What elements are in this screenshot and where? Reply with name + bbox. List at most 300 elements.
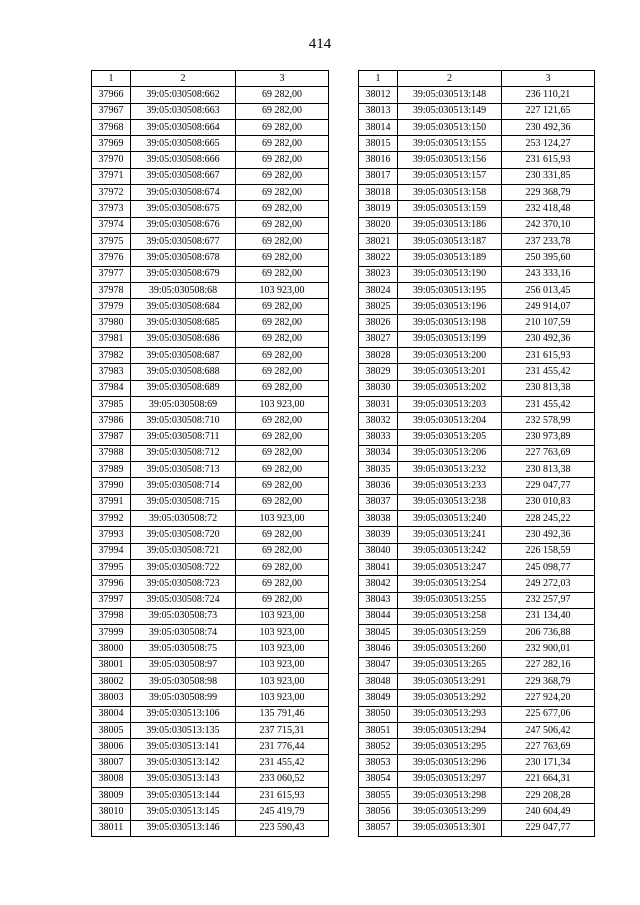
cadastral-number-cell: 39:05:030513:196 bbox=[398, 299, 502, 315]
cadastral-value-cell: 231 615,93 bbox=[502, 152, 595, 168]
row-number-cell: 38053 bbox=[359, 755, 398, 771]
row-number-cell: 38043 bbox=[359, 592, 398, 608]
table-row bbox=[359, 755, 595, 771]
cadastral-number-cell: 39:05:030508:689 bbox=[131, 380, 236, 396]
cadastral-number-cell: 39:05:030513:295 bbox=[398, 739, 502, 755]
cadastral-value-cell: 236 110,21 bbox=[502, 87, 595, 103]
row-number-cell: 38004 bbox=[92, 706, 131, 722]
column-header-number: 1 bbox=[92, 71, 131, 87]
row-number-cell: 37990 bbox=[92, 478, 131, 494]
row-number-cell: 37971 bbox=[92, 168, 131, 184]
table-row bbox=[92, 445, 329, 461]
cadastral-value-cell: 253 124,27 bbox=[502, 136, 595, 152]
row-number-cell: 37996 bbox=[92, 576, 131, 592]
cadastral-value-cell: 230 492,36 bbox=[502, 331, 595, 347]
table-row bbox=[359, 511, 595, 527]
row-number-cell: 37994 bbox=[92, 543, 131, 559]
row-number-cell: 38008 bbox=[92, 771, 131, 787]
cadastral-value-cell: 231 455,42 bbox=[502, 364, 595, 380]
row-number-cell: 38035 bbox=[359, 462, 398, 478]
table-row bbox=[92, 103, 329, 119]
table-row bbox=[92, 576, 329, 592]
row-number-cell: 38025 bbox=[359, 299, 398, 315]
row-number-cell: 38029 bbox=[359, 364, 398, 380]
table-row bbox=[92, 119, 329, 135]
cadastral-number-cell: 39:05:030513:241 bbox=[398, 527, 502, 543]
table-header-row bbox=[359, 71, 595, 87]
cadastral-value-cell: 69 282,00 bbox=[236, 543, 329, 559]
row-number-cell: 37981 bbox=[92, 331, 131, 347]
cadastral-value-cell: 103 923,00 bbox=[236, 625, 329, 641]
cadastral-number-cell: 39:05:030508:665 bbox=[131, 136, 236, 152]
table-row bbox=[359, 657, 595, 673]
cadastral-number-cell: 39:05:030513:255 bbox=[398, 592, 502, 608]
table-row bbox=[92, 641, 329, 657]
row-number-cell: 38052 bbox=[359, 739, 398, 755]
cadastral-number-cell: 39:05:030513:206 bbox=[398, 445, 502, 461]
table-row bbox=[92, 266, 329, 282]
cadastral-number-cell: 39:05:030513:141 bbox=[131, 739, 236, 755]
cadastral-number-cell: 39:05:030513:292 bbox=[398, 690, 502, 706]
cadastral-value-cell: 69 282,00 bbox=[236, 559, 329, 575]
table-row bbox=[359, 299, 595, 315]
row-number-cell: 37978 bbox=[92, 282, 131, 298]
cadastral-number-cell: 39:05:030513:148 bbox=[398, 87, 502, 103]
cadastral-number-cell: 39:05:030508:715 bbox=[131, 494, 236, 510]
cadastral-number-cell: 39:05:030508:686 bbox=[131, 331, 236, 347]
cadastral-number-cell: 39:05:030513:242 bbox=[398, 543, 502, 559]
cadastral-value-cell: 69 282,00 bbox=[236, 119, 329, 135]
cadastral-value-cell: 230 813,38 bbox=[502, 380, 595, 396]
cadastral-value-cell: 103 923,00 bbox=[236, 282, 329, 298]
cadastral-number-cell: 39:05:030508:688 bbox=[131, 364, 236, 380]
cadastral-value-cell: 227 763,69 bbox=[502, 445, 595, 461]
table-row bbox=[92, 559, 329, 575]
cadastral-number-cell: 39:05:030513:232 bbox=[398, 462, 502, 478]
table-row bbox=[359, 641, 595, 657]
table-header-row bbox=[92, 71, 329, 87]
table-row bbox=[92, 820, 329, 836]
cadastral-value-cell: 230 973,89 bbox=[502, 429, 595, 445]
table-body-right bbox=[359, 87, 595, 837]
cadastral-number-cell: 39:05:030513:135 bbox=[131, 722, 236, 738]
cadastral-number-cell: 39:05:030513:205 bbox=[398, 429, 502, 445]
cadastral-number-cell: 39:05:030513:190 bbox=[398, 266, 502, 282]
row-number-cell: 38046 bbox=[359, 641, 398, 657]
cadastral-number-cell: 39:05:030508:687 bbox=[131, 348, 236, 364]
row-number-cell: 38006 bbox=[92, 739, 131, 755]
row-number-cell: 38036 bbox=[359, 478, 398, 494]
cadastral-number-cell: 39:05:030508:722 bbox=[131, 559, 236, 575]
cadastral-number-cell: 39:05:030513:195 bbox=[398, 282, 502, 298]
table-row bbox=[359, 250, 595, 266]
page-number: 414 bbox=[308, 36, 332, 52]
cadastral-number-cell: 39:05:030513:155 bbox=[398, 136, 502, 152]
cadastral-value-cell: 210 107,59 bbox=[502, 315, 595, 331]
cadastral-value-cell: 249 272,03 bbox=[502, 576, 595, 592]
cadastral-number-cell: 39:05:030513:199 bbox=[398, 331, 502, 347]
table-row bbox=[359, 103, 595, 119]
row-number-cell: 38007 bbox=[92, 755, 131, 771]
table-row bbox=[92, 543, 329, 559]
row-number-cell: 37999 bbox=[92, 625, 131, 641]
table-row bbox=[359, 625, 595, 641]
row-number-cell: 37991 bbox=[92, 494, 131, 510]
cadastral-value-cell: 250 395,60 bbox=[502, 250, 595, 266]
cadastral-number-cell: 39:05:030508:677 bbox=[131, 233, 236, 249]
table-row bbox=[92, 592, 329, 608]
cadastral-number-cell: 39:05:030508:721 bbox=[131, 543, 236, 559]
table-row bbox=[359, 690, 595, 706]
cadastral-number-cell: 39:05:030513:298 bbox=[398, 788, 502, 804]
cadastral-number-cell: 39:05:030508:685 bbox=[131, 315, 236, 331]
table-row bbox=[359, 462, 595, 478]
row-number-cell: 38010 bbox=[92, 804, 131, 820]
cadastral-number-cell: 39:05:030508:662 bbox=[131, 87, 236, 103]
cadastral-value-cell: 69 282,00 bbox=[236, 527, 329, 543]
cadastral-value-cell: 103 923,00 bbox=[236, 396, 329, 412]
table-row bbox=[92, 299, 329, 315]
cadastral-number-cell: 39:05:030508:720 bbox=[131, 527, 236, 543]
table-row bbox=[92, 250, 329, 266]
cadastral-value-cell: 231 776,44 bbox=[236, 739, 329, 755]
table-row bbox=[359, 413, 595, 429]
row-number-cell: 38011 bbox=[92, 820, 131, 836]
table-row bbox=[92, 315, 329, 331]
table-row bbox=[92, 136, 329, 152]
row-number-cell: 38009 bbox=[92, 788, 131, 804]
cadastral-value-cell: 229 368,79 bbox=[502, 185, 595, 201]
cadastral-number-cell: 39:05:030513:297 bbox=[398, 771, 502, 787]
cadastral-number-cell: 39:05:030508:73 bbox=[131, 608, 236, 624]
cadastral-value-cell: 69 282,00 bbox=[236, 331, 329, 347]
cadastral-number-cell: 39:05:030513:143 bbox=[131, 771, 236, 787]
row-number-cell: 38055 bbox=[359, 788, 398, 804]
cadastral-value-cell: 237 715,31 bbox=[236, 722, 329, 738]
cadastral-number-cell: 39:05:030513:201 bbox=[398, 364, 502, 380]
row-number-cell: 37967 bbox=[92, 103, 131, 119]
table-row bbox=[92, 429, 329, 445]
row-number-cell: 37974 bbox=[92, 217, 131, 233]
table-row bbox=[92, 478, 329, 494]
cadastral-number-cell: 39:05:030513:158 bbox=[398, 185, 502, 201]
row-number-cell: 37989 bbox=[92, 462, 131, 478]
table-body-left bbox=[92, 87, 329, 837]
cadastral-number-cell: 39:05:030513:296 bbox=[398, 755, 502, 771]
cadastral-value-cell: 247 506,42 bbox=[502, 722, 595, 738]
table-row bbox=[359, 217, 595, 233]
cadastral-value-cell: 69 282,00 bbox=[236, 413, 329, 429]
cadastral-value-cell: 103 923,00 bbox=[236, 511, 329, 527]
cadastral-value-cell: 230 331,85 bbox=[502, 168, 595, 184]
cadastral-number-cell: 39:05:030513:265 bbox=[398, 657, 502, 673]
cadastral-value-cell: 230 171,34 bbox=[502, 755, 595, 771]
cadastral-number-cell: 39:05:030513:204 bbox=[398, 413, 502, 429]
cadastral-value-cell: 227 282,16 bbox=[502, 657, 595, 673]
table-row bbox=[359, 119, 595, 135]
cadastral-number-cell: 39:05:030513:156 bbox=[398, 152, 502, 168]
cadastral-number-cell: 39:05:030513:200 bbox=[398, 348, 502, 364]
cadastral-value-cell: 227 121,65 bbox=[502, 103, 595, 119]
cadastral-value-cell: 249 914,07 bbox=[502, 299, 595, 315]
table-row bbox=[359, 804, 595, 820]
row-number-cell: 38022 bbox=[359, 250, 398, 266]
table-row bbox=[92, 233, 329, 249]
table-row bbox=[359, 152, 595, 168]
cadastral-number-cell: 39:05:030508:72 bbox=[131, 511, 236, 527]
row-number-cell: 38019 bbox=[359, 201, 398, 217]
row-number-cell: 37975 bbox=[92, 233, 131, 249]
row-number-cell: 38023 bbox=[359, 266, 398, 282]
cadastral-number-cell: 39:05:030508:711 bbox=[131, 429, 236, 445]
row-number-cell: 37987 bbox=[92, 429, 131, 445]
cadastral-value-cell: 69 282,00 bbox=[236, 348, 329, 364]
row-number-cell: 38002 bbox=[92, 673, 131, 689]
row-number-cell: 38038 bbox=[359, 511, 398, 527]
row-number-cell: 37993 bbox=[92, 527, 131, 543]
column-header-cadastral: 2 bbox=[398, 71, 502, 87]
cadastral-value-cell: 256 013,45 bbox=[502, 282, 595, 298]
cadastral-value-cell: 69 282,00 bbox=[236, 592, 329, 608]
row-number-cell: 38054 bbox=[359, 771, 398, 787]
cadastral-number-cell: 39:05:030513:144 bbox=[131, 788, 236, 804]
row-number-cell: 38034 bbox=[359, 445, 398, 461]
table-row bbox=[359, 315, 595, 331]
cadastral-value-cell: 227 924,20 bbox=[502, 690, 595, 706]
row-number-cell: 37985 bbox=[92, 396, 131, 412]
table-row bbox=[359, 478, 595, 494]
cadastral-value-cell: 69 282,00 bbox=[236, 429, 329, 445]
row-number-cell: 37995 bbox=[92, 559, 131, 575]
row-number-cell: 38056 bbox=[359, 804, 398, 820]
cadastral-value-cell: 223 590,43 bbox=[236, 820, 329, 836]
row-number-cell: 38012 bbox=[359, 87, 398, 103]
row-number-cell: 38017 bbox=[359, 168, 398, 184]
row-number-cell: 37992 bbox=[92, 511, 131, 527]
table-row bbox=[359, 788, 595, 804]
cadastral-number-cell: 39:05:030513:254 bbox=[398, 576, 502, 592]
table-row bbox=[359, 185, 595, 201]
cadastral-number-cell: 39:05:030513:203 bbox=[398, 396, 502, 412]
cadastral-value-cell: 69 282,00 bbox=[236, 168, 329, 184]
cadastral-value-cell: 229 208,28 bbox=[502, 788, 595, 804]
cadastral-number-cell: 39:05:030513:238 bbox=[398, 494, 502, 510]
cadastral-number-cell: 39:05:030508:684 bbox=[131, 299, 236, 315]
row-number-cell: 38041 bbox=[359, 559, 398, 575]
cadastral-value-cell: 229 047,77 bbox=[502, 820, 595, 836]
table-row bbox=[92, 511, 329, 527]
cadastral-value-cell: 69 282,00 bbox=[236, 478, 329, 494]
cadastral-value-cell: 231 615,93 bbox=[502, 348, 595, 364]
table-row bbox=[92, 396, 329, 412]
row-number-cell: 38033 bbox=[359, 429, 398, 445]
row-number-cell: 38026 bbox=[359, 315, 398, 331]
cadastral-number-cell: 39:05:030508:675 bbox=[131, 201, 236, 217]
table-row bbox=[92, 706, 329, 722]
table-row bbox=[92, 87, 329, 103]
cadastral-number-cell: 39:05:030508:674 bbox=[131, 185, 236, 201]
cadastral-value-cell: 231 455,42 bbox=[236, 755, 329, 771]
table-row bbox=[359, 543, 595, 559]
cadastral-number-cell: 39:05:030508:664 bbox=[131, 119, 236, 135]
cadastral-value-cell: 69 282,00 bbox=[236, 136, 329, 152]
cadastral-number-cell: 39:05:030508:714 bbox=[131, 478, 236, 494]
cadastral-value-cell: 229 368,79 bbox=[502, 673, 595, 689]
cadastral-number-cell: 39:05:030508:99 bbox=[131, 690, 236, 706]
cadastral-number-cell: 39:05:030508:97 bbox=[131, 657, 236, 673]
table-row bbox=[359, 559, 595, 575]
row-number-cell: 37968 bbox=[92, 119, 131, 135]
cadastral-value-cell: 245 419,79 bbox=[236, 804, 329, 820]
cadastral-number-cell: 39:05:030508:68 bbox=[131, 282, 236, 298]
cadastral-value-cell: 103 923,00 bbox=[236, 673, 329, 689]
cadastral-value-cell: 230 010,83 bbox=[502, 494, 595, 510]
cadastral-number-cell: 39:05:030513:291 bbox=[398, 673, 502, 689]
row-number-cell: 38042 bbox=[359, 576, 398, 592]
row-number-cell: 37966 bbox=[92, 87, 131, 103]
table-row bbox=[92, 331, 329, 347]
table-row bbox=[92, 282, 329, 298]
row-number-cell: 38044 bbox=[359, 608, 398, 624]
table-row bbox=[92, 625, 329, 641]
column-header-value: 3 bbox=[236, 71, 329, 87]
row-number-cell: 37972 bbox=[92, 185, 131, 201]
table-row bbox=[92, 413, 329, 429]
cadastral-number-cell: 39:05:030513:301 bbox=[398, 820, 502, 836]
cadastral-value-cell: 245 098,77 bbox=[502, 559, 595, 575]
row-number-cell: 38016 bbox=[359, 152, 398, 168]
row-number-cell: 37997 bbox=[92, 592, 131, 608]
table-row bbox=[92, 494, 329, 510]
cadastral-value-cell: 103 923,00 bbox=[236, 608, 329, 624]
row-number-cell: 38039 bbox=[359, 527, 398, 543]
cadastral-value-cell: 240 604,49 bbox=[502, 804, 595, 820]
row-number-cell: 38051 bbox=[359, 722, 398, 738]
row-number-cell: 38040 bbox=[359, 543, 398, 559]
table-row bbox=[359, 136, 595, 152]
cadastral-value-cell: 225 677,06 bbox=[502, 706, 595, 722]
cadastral-value-cell: 69 282,00 bbox=[236, 299, 329, 315]
table-row bbox=[92, 739, 329, 755]
cadastral-number-cell: 39:05:030513:187 bbox=[398, 233, 502, 249]
cadastral-number-cell: 39:05:030513:247 bbox=[398, 559, 502, 575]
cadastral-value-cell: 221 664,31 bbox=[502, 771, 595, 787]
cadastral-value-cell: 69 282,00 bbox=[236, 494, 329, 510]
cadastral-number-cell: 39:05:030513:189 bbox=[398, 250, 502, 266]
cadastral-value-cell: 243 333,16 bbox=[502, 266, 595, 282]
cadastral-number-cell: 39:05:030513:294 bbox=[398, 722, 502, 738]
table-row bbox=[359, 168, 595, 184]
cadastral-value-cell: 226 158,59 bbox=[502, 543, 595, 559]
table-row bbox=[359, 380, 595, 396]
table-row bbox=[92, 527, 329, 543]
cadastral-value-cell: 69 282,00 bbox=[236, 445, 329, 461]
column-header-cadastral: 2 bbox=[131, 71, 236, 87]
row-number-cell: 38021 bbox=[359, 233, 398, 249]
row-number-cell: 38020 bbox=[359, 217, 398, 233]
table-row bbox=[359, 364, 595, 380]
table-row bbox=[359, 494, 595, 510]
row-number-cell: 37982 bbox=[92, 348, 131, 364]
cadastral-number-cell: 39:05:030508:74 bbox=[131, 625, 236, 641]
table-row bbox=[359, 201, 595, 217]
registry-table-right bbox=[358, 70, 595, 837]
table-row bbox=[359, 282, 595, 298]
cadastral-value-cell: 69 282,00 bbox=[236, 87, 329, 103]
row-number-cell: 38000 bbox=[92, 641, 131, 657]
row-number-cell: 37998 bbox=[92, 608, 131, 624]
row-number-cell: 38030 bbox=[359, 380, 398, 396]
cadastral-value-cell: 69 282,00 bbox=[236, 201, 329, 217]
cadastral-value-cell: 103 923,00 bbox=[236, 690, 329, 706]
cadastral-number-cell: 39:05:030513:240 bbox=[398, 511, 502, 527]
row-number-cell: 37970 bbox=[92, 152, 131, 168]
table-row bbox=[92, 380, 329, 396]
row-number-cell: 38003 bbox=[92, 690, 131, 706]
cadastral-number-cell: 39:05:030513:149 bbox=[398, 103, 502, 119]
row-number-cell: 38013 bbox=[359, 103, 398, 119]
table-row bbox=[92, 201, 329, 217]
table-row bbox=[359, 331, 595, 347]
row-number-cell: 37979 bbox=[92, 299, 131, 315]
table-row bbox=[92, 657, 329, 673]
table-row bbox=[92, 462, 329, 478]
row-number-cell: 38014 bbox=[359, 119, 398, 135]
table-row bbox=[92, 348, 329, 364]
row-number-cell: 38027 bbox=[359, 331, 398, 347]
cadastral-number-cell: 39:05:030508:676 bbox=[131, 217, 236, 233]
cadastral-value-cell: 69 282,00 bbox=[236, 462, 329, 478]
cadastral-value-cell: 135 791,46 bbox=[236, 706, 329, 722]
row-number-cell: 38028 bbox=[359, 348, 398, 364]
row-number-cell: 38050 bbox=[359, 706, 398, 722]
cadastral-value-cell: 232 900,01 bbox=[502, 641, 595, 657]
row-number-cell: 38018 bbox=[359, 185, 398, 201]
row-number-cell: 38037 bbox=[359, 494, 398, 510]
cadastral-value-cell: 69 282,00 bbox=[236, 185, 329, 201]
table-row bbox=[359, 592, 595, 608]
cadastral-value-cell: 230 492,36 bbox=[502, 527, 595, 543]
row-number-cell: 37986 bbox=[92, 413, 131, 429]
cadastral-value-cell: 69 282,00 bbox=[236, 380, 329, 396]
cadastral-value-cell: 69 282,00 bbox=[236, 266, 329, 282]
row-number-cell: 37969 bbox=[92, 136, 131, 152]
row-number-cell: 37983 bbox=[92, 364, 131, 380]
table-row bbox=[359, 233, 595, 249]
cadastral-number-cell: 39:05:030508:679 bbox=[131, 266, 236, 282]
table-row bbox=[92, 152, 329, 168]
cadastral-value-cell: 69 282,00 bbox=[236, 250, 329, 266]
table-row bbox=[92, 690, 329, 706]
table-row bbox=[92, 608, 329, 624]
row-number-cell: 38032 bbox=[359, 413, 398, 429]
row-number-cell: 38045 bbox=[359, 625, 398, 641]
cadastral-value-cell: 103 923,00 bbox=[236, 657, 329, 673]
table-row bbox=[92, 364, 329, 380]
table-row bbox=[92, 217, 329, 233]
table-row bbox=[359, 739, 595, 755]
row-number-cell: 37980 bbox=[92, 315, 131, 331]
table-row bbox=[359, 348, 595, 364]
cadastral-number-cell: 39:05:030513:259 bbox=[398, 625, 502, 641]
cadastral-value-cell: 227 763,69 bbox=[502, 739, 595, 755]
table-row bbox=[92, 771, 329, 787]
cadastral-value-cell: 69 282,00 bbox=[236, 217, 329, 233]
cadastral-number-cell: 39:05:030513:106 bbox=[131, 706, 236, 722]
row-number-cell: 38005 bbox=[92, 722, 131, 738]
table-row bbox=[359, 771, 595, 787]
cadastral-number-cell: 39:05:030513:157 bbox=[398, 168, 502, 184]
